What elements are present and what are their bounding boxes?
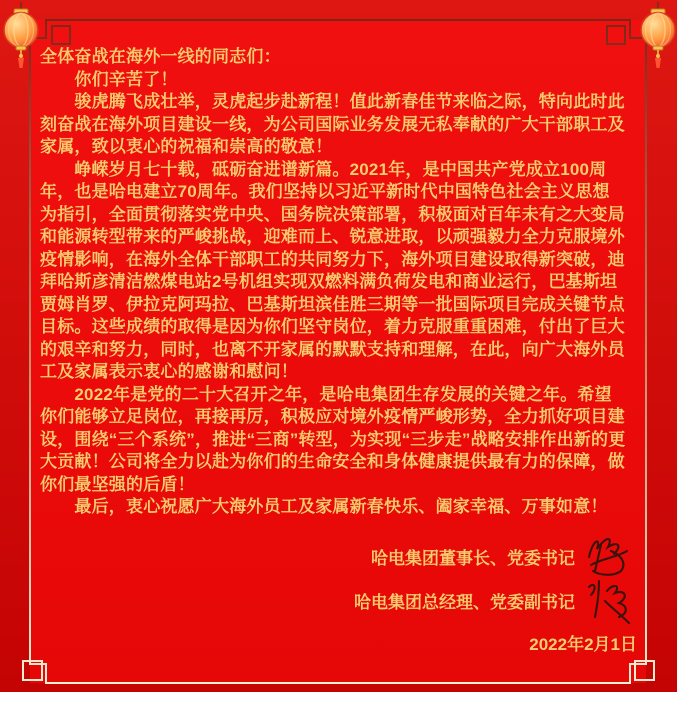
letter-line: 疫情影响，在海外全体干部职工的共同努力下，海外项目建设取得新突破，迪 (40, 249, 625, 269)
letter-line: 刻奋战在海外项目建设一线，为公司国际业务发展无私奉献的广大干部职工及 (40, 114, 625, 134)
letter-line: 和能源转型带来的严峻挑战，迎难而上、锐意进取，以顽强毅力全力克服境外 (40, 227, 625, 246)
letter-line: 2022年是党的二十大召开之年，是哈电集团生存发展的关键之年。希望 (40, 384, 612, 404)
letter-line: 设，围绕“三个系统”，推进“三商”转型，为实现“三步走”战略安排作出新的更 (40, 429, 626, 449)
signature-row (354, 588, 637, 613)
date-line: 2022年2月1日 (529, 635, 637, 654)
letter-line: 年，也是哈电建立70周年。我们坚持以习近平新时代中国特色社会主义思想 (40, 182, 610, 201)
letter-body (40, 46, 640, 519)
letter-line: 家属，致以衷心的祝福和崇高的敬意！ (40, 137, 333, 156)
letter-line: 全体奋战在海外一线的同志们： (40, 47, 281, 66)
letter-line: 贾姆肖罗、伊拉克阿玛拉、巴基斯坦滨佳胜三期等一批国际项目完成关键节点 (40, 294, 625, 314)
letter-line: 骏虎腾飞成壮举，灵虎起步赴新程！值此新春佳节来临之际，特向此时此 (40, 92, 625, 111)
letter-line: 最后，衷心祝愿广大海外员工及家属新春快乐、阖家幸福、万事如意！ (40, 497, 608, 516)
lantern-icon (641, 2, 675, 68)
letter-line: 峥嵘岁月七十载，砥砺奋进谱新篇。2021年，是中国共产党成立100周 (40, 159, 607, 179)
letter-line: 你们最坚强的后盾！ (40, 474, 195, 494)
letter-line: 你们辛苦了！ (40, 69, 178, 89)
letter-line: 你们能够立足岗位，再接再厉，积极应对境外疫情严峻形势，全力抓好项目建 (40, 407, 625, 426)
letter-line: 拜哈斯彦清洁燃煤电站2号机组实现双燃料满负荷发电和商业运行，巴基斯坦 (40, 272, 618, 291)
signature-label: 哈电集团董事长、党委书记 (371, 549, 575, 568)
signature-label: 哈电集团总经理、党委副书记 (354, 593, 575, 612)
letter-line: 为指引，全面贯彻落实党中央、国务院决策部署，积极面对百年未有之大变局 (40, 204, 625, 224)
letter-line: 工及家属表示衷心的感谢和慰问！ (40, 362, 298, 381)
letter-line: 大贡献！公司将全力以赴为你们的生命安全和身体健康提供最有力的保障，做 (40, 452, 625, 471)
signature-row (371, 544, 637, 569)
letter-line: 目标。这些成绩的取得是因为你们坚守岗位，着力克服重重困难，付出了巨大 (40, 317, 625, 336)
letter-line: 的艰辛和努力，同时，也离不开家属的默默支持和理解，在此，向广大海外员 (40, 339, 625, 359)
handwritten-signature-icon (581, 575, 637, 627)
